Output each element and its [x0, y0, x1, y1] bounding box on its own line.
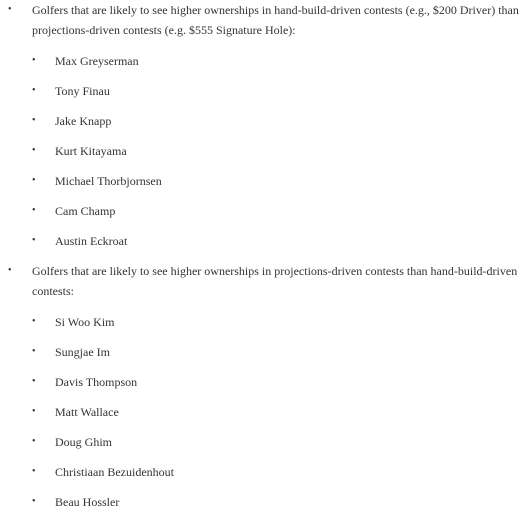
list-item: [32, 141, 523, 171]
bullet-icon: •: [8, 4, 12, 15]
list-item: [32, 171, 523, 201]
golfer-name: Jake Knapp: [55, 114, 112, 128]
bullet-icon: •: [32, 406, 36, 417]
golfer-name: Michael Thorbjornsen: [55, 174, 162, 188]
list-item: [32, 432, 523, 462]
golfer-name: Tony Finau: [55, 84, 110, 98]
bullet-icon: •: [32, 496, 36, 507]
list-item: [32, 81, 523, 111]
list-item: [32, 402, 523, 432]
golfer-name: Cam Champ: [55, 204, 116, 218]
list-item: [32, 231, 523, 261]
golfer-list: [32, 40, 523, 261]
golfer-name: Beau Hossler: [55, 495, 120, 509]
bullet-icon: •: [32, 55, 36, 66]
section-heading: Golfers that are likely to see higher ownerships in projections-driven contests than hand-build-driven contests:: [32, 264, 518, 298]
golfer-name: Austin Eckroat: [55, 234, 128, 248]
bullet-icon: •: [32, 145, 36, 156]
list-item: [32, 372, 523, 402]
bullet-icon: •: [32, 175, 36, 186]
bullet-icon: •: [32, 376, 36, 387]
golfer-list: [32, 301, 523, 522]
bullet-icon: •: [8, 265, 12, 276]
list-item: [32, 111, 523, 141]
golfer-name: Kurt Kitayama: [55, 144, 127, 158]
list-item: [32, 462, 523, 492]
golfer-name: Max Greyserman: [55, 54, 139, 68]
bullet-icon: •: [32, 85, 36, 96]
bullet-icon: •: [32, 436, 36, 447]
section-heading: Golfers that are likely to see higher ownerships in hand-build-driven contests (e.g., $200 Driver) than projections-driven contests (e.g. $555 Signature Hole):: [32, 3, 519, 37]
golfer-name: Doug Ghim: [55, 435, 112, 449]
bullet-icon: •: [32, 115, 36, 126]
list-item: [32, 201, 523, 231]
section-projections-driven: [0, 261, 531, 522]
golfer-name: Sungjae Im: [55, 345, 110, 359]
golfer-name: Christiaan Bezuidenhout: [55, 465, 174, 479]
bullet-icon: •: [32, 466, 36, 477]
bullet-icon: •: [32, 346, 36, 357]
golfer-name: Matt Wallace: [55, 405, 119, 419]
bullet-icon: •: [32, 316, 36, 327]
list-item: [32, 312, 523, 342]
bullet-icon: •: [32, 235, 36, 246]
golfer-name: Davis Thompson: [55, 375, 138, 389]
list-item: [32, 492, 523, 522]
bullet-icon: •: [32, 205, 36, 216]
golfer-name: Si Woo Kim: [55, 315, 115, 329]
list-item: [32, 51, 523, 81]
list-item: [32, 342, 523, 372]
